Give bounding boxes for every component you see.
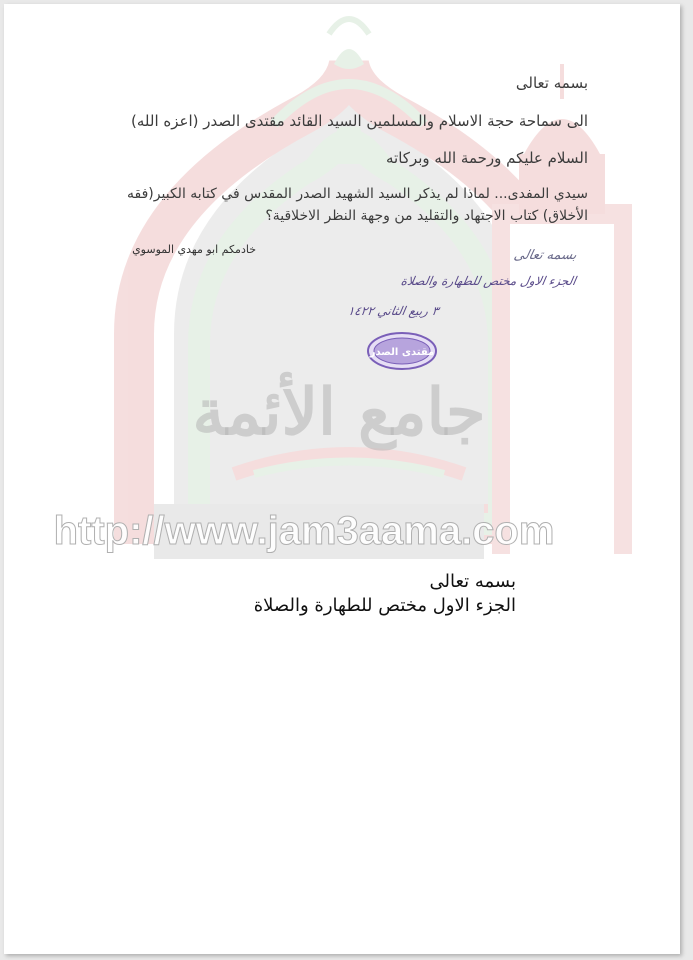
letter-question-line-2: الأخلاق) كتاب الاجتهاد والتقليد من وجهة النظر الاخلاقية؟ xyxy=(265,208,588,224)
letter-basmala: بسمه تعالى xyxy=(515,74,588,92)
handwritten-answer: الجزء الاول مختص للطهارة والصلاة xyxy=(399,274,578,288)
letter-addressee: الى سماحة حجة الاسلام والمسلمين السيد القائد مقتدى الصدر (اعزه الله) xyxy=(131,112,588,130)
transcription-line-2: الجزء الاول مختص للطهارة والصلاة xyxy=(253,595,516,616)
letter-signature: خادمكم ابو مهدي الموسوي xyxy=(132,243,256,256)
handwritten-date: ٣ ربيع الثاني ١٤٢٢ xyxy=(346,304,440,318)
letter-greeting: السلام عليكم ورحمة الله وبركاته xyxy=(386,149,588,167)
transcription-line-1: بسمه تعالى xyxy=(429,571,516,592)
watermark-logo-text: جامع الأئمة xyxy=(192,375,486,450)
document-page xyxy=(4,4,680,954)
letter-question-line-1: سيدي المفدى... لماذا لم يذكر السيد الشهيد الصدر المقدس في كتابه الكبير(فقه xyxy=(127,186,588,202)
handwritten-basmala: بسمه تعالى xyxy=(511,248,578,263)
seal-text: مقتدى الصدر xyxy=(369,347,435,358)
watermark-url: http://www.jam3aama.com xyxy=(53,509,555,553)
seal-stamp xyxy=(366,331,438,371)
